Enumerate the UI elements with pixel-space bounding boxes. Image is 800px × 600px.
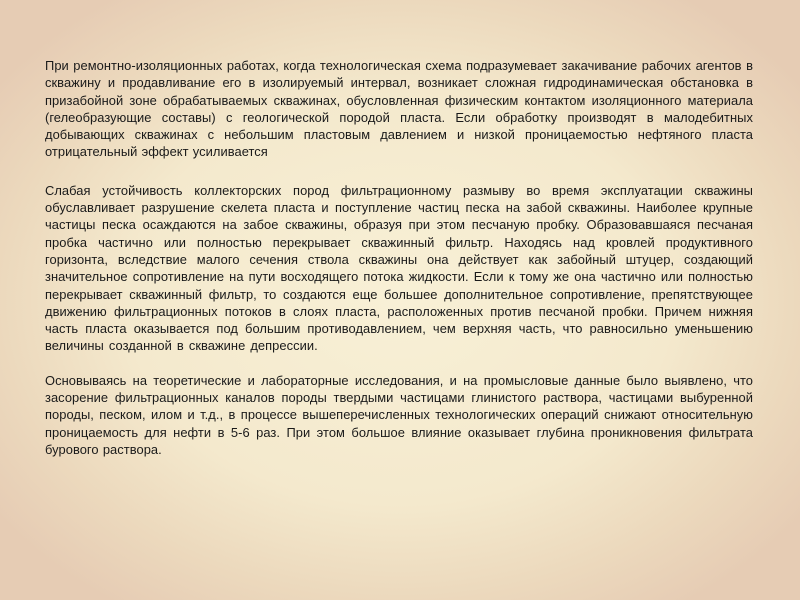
slide-body bbox=[45, 57, 753, 458]
paragraph-channel-clogging: Основываясь на теоретические и лабораторные исследования, и на промысловые данные было выявлено, что засорение фильтрационных каналов породы твердыми частицами глинистого раствора, частицами выбуренной породы, песком, илом и т.д., в процессе вышеперечисленных технологических операций снижают относительную проницаемость для нефти в 5-6 раз. При этом большое влияние оказывает глубина проникновения фильтрата бурового раствора. bbox=[45, 372, 753, 457]
paragraph-sand-plug: Слабая устойчивость коллекторских пород фильтрационному размыву во время эксплуатации скважины обуславливает разрушение скелета пласта и поступление частиц песка на забой скважины. Наиболее крупные частицы песка осаждаются на забое скважины, образуя при этом песчаную пробку. Образовавшаяся песчаная пробка частично или полностью перекрывает скважинный фильтр. Находясь над кровлей продуктивного горизонта, вследствие малого сечения ствола скважины она действует как забойный штуцер, создающий значительное сопротивление на пути восходящего потока жидкости. Если к тому же она частично или полностью перекрывает скважинный фильтр, то создаются еще большее дополнительное сопротивление, препятствующее движению фильтрационных потоков в слоях пласта, расположенных против песчаной пробки. Причем нижняя часть пласта оказывается под большим противодавлением, чем верхняя часть, что равносильно уменьшению величины созданной в скважине депрессии. bbox=[45, 182, 753, 354]
paragraph-remedial-isolation: При ремонтно-изоляционных работах, когда технологическая схема подразумевает закачивание рабочих агентов в скважину и продавливание его в изолируемый интервал, возникает сложная гидродинамическая обстановка в призабойной зоне обрабатываемых скважинах, обусловленная физическим контактом изоляционного материала (гелеобразующие составы) с геологической породой пласта. Если обработку производят в малодебитных добывающих скважинах с небольшим пластовым давлением и низкой проницаемостью нефтяного пласта отрицательный эффект усиливается bbox=[45, 58, 753, 160]
